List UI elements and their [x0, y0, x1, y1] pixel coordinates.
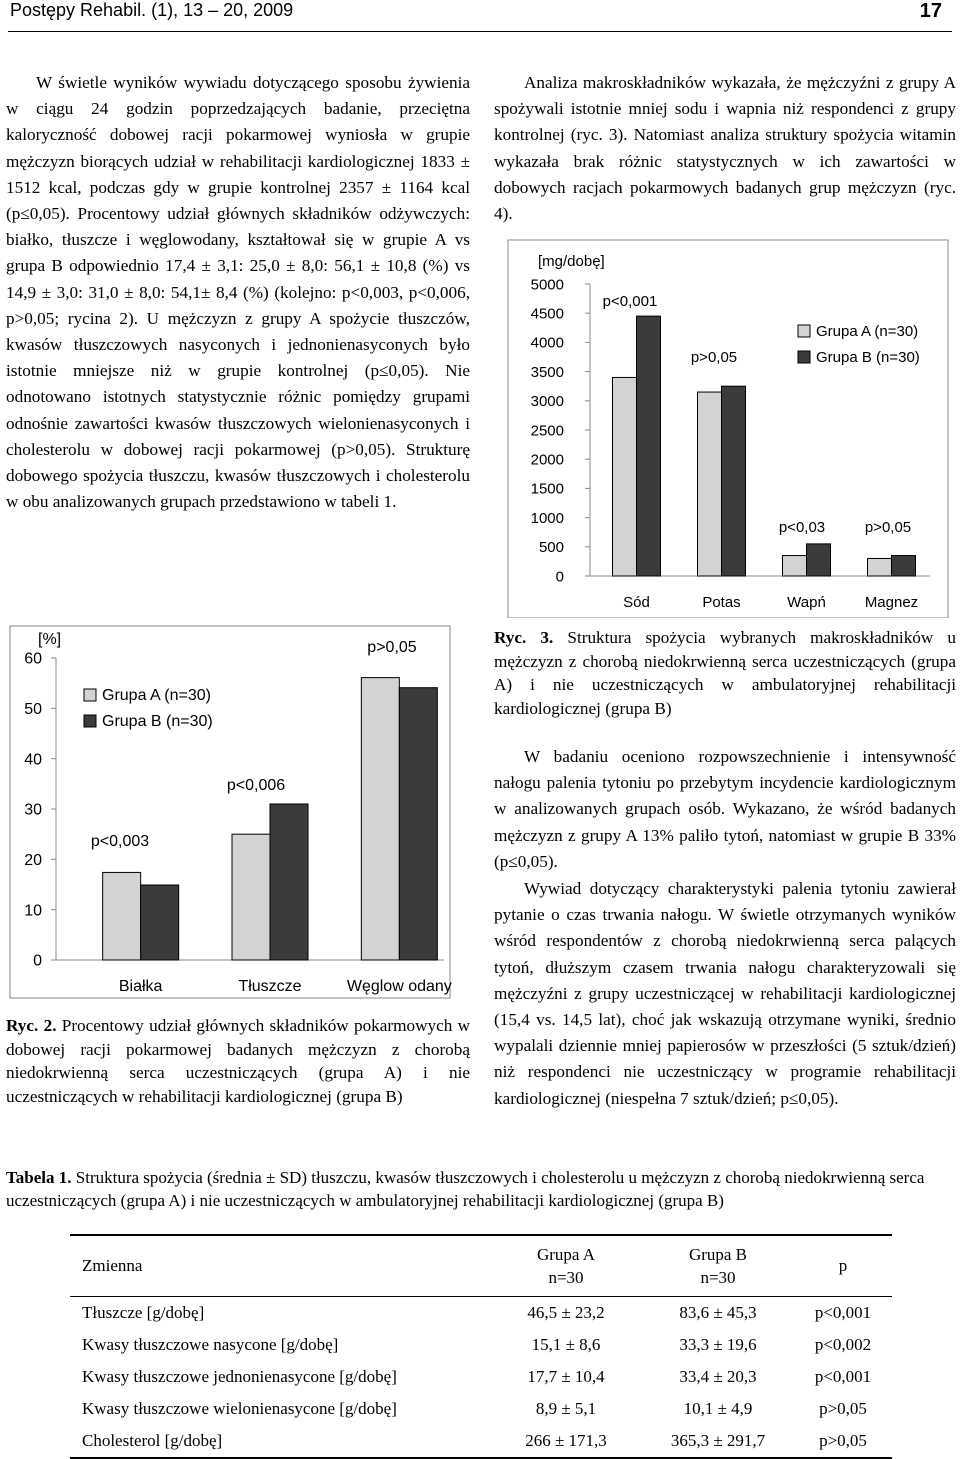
- row-group-b: 10,1 ± 4,9: [683, 1398, 753, 1418]
- y-axis-label: [mg/dobę]: [538, 253, 605, 270]
- y-tick-label: 40: [24, 751, 42, 769]
- y-tick-label: 2000: [530, 451, 564, 469]
- y-tick-label: 20: [24, 851, 42, 869]
- row-group-b: 33,3 ± 19,6: [679, 1334, 757, 1354]
- right-paragraph-3: Wywiad dotyczący charakterystyki palenia tytoniu zawierał pytanie o czas trwania nałogu. W świetle otrzymanych wyników wśród respondentów z chorobą niedokrwienną serca palących tytoń, dłuższym czasem trwania nałogu charakteryzowali się mężczyźni z grupy uczestniczącej w rehabilitacji kardiologicznej (15,4 vs. 14,5 lat), choć jak wskazują otrzymane wyniki, średnio wypalali dziennie mniej papierosów w przeszłości (5 sztuk/dzień) niż respondenci nie uczestniczący w programie rehabilitacji kardiologicznej (niespełna 7 sztuk/dzień; p≤0,05).: [494, 879, 956, 1108]
- figure-2-chart: [0, 622, 480, 1000]
- row-group-a: 8,9 ± 5,1: [535, 1398, 597, 1418]
- figure-3-caption-text: Struktura spożycia wybranych makroskładników u mężczyzn z chorobą niedokrwienną serca uczestniczących (grupa A) i nie uczestniczących w ambulatoryjnej rehabilitacji kardiologicznej (grupa B): [494, 628, 956, 718]
- right-paragraph-1: Analiza makroskładników wykazała, że mężczyźni z grupy A spożywali istotnie mniej sodu i wapnia niż respondenci z grupy kontrolnej (ryc. 3). Natomiast analiza struktury spożycia witamin wykazała brak różnic statystycznych w ich zawartości w dobowych racjach pokarmowych badanych grup mężczyzn (ryc. 4).: [494, 73, 956, 224]
- x-tick-label: Sód: [623, 594, 650, 611]
- row-group-b: 33,4 ± 20,3: [679, 1366, 757, 1386]
- bar-group-a: [232, 834, 270, 960]
- figure-3-svg: [490, 238, 960, 618]
- table-row: [70, 1361, 892, 1393]
- y-tick-label: 2500: [530, 422, 564, 440]
- table-1-caption: [6, 1166, 956, 1212]
- bar-group-b: [807, 544, 831, 576]
- figure-3-caption: [494, 626, 956, 720]
- y-tick-label: 3500: [530, 363, 564, 381]
- table-1-body: [70, 1297, 892, 1458]
- row-p: p<0,002: [814, 1334, 872, 1354]
- y-tick-label: 0: [33, 952, 42, 970]
- row-variable: Tłuszcze [g/dobę]: [82, 1302, 205, 1322]
- row-p: p>0,05: [794, 1425, 892, 1458]
- bar-group-b: [722, 386, 746, 576]
- y-axis-label: [%]: [38, 631, 62, 648]
- legend-swatch-group-a: [84, 689, 96, 701]
- y-tick-label: 50: [24, 700, 42, 718]
- header-rule: [8, 31, 952, 32]
- figure-2-caption: [6, 1014, 470, 1108]
- row-p: p>0,05: [819, 1398, 867, 1418]
- row-variable: Kwasy tłuszczowe jednonienasycone [g/dobę]: [82, 1366, 397, 1386]
- table-row: [70, 1425, 892, 1458]
- bar-group-b: [892, 556, 916, 576]
- bar-group-a: [613, 377, 637, 576]
- x-tick-label: Białka: [118, 978, 163, 995]
- row-variable: Kwasy tłuszczowe nasycone [g/dobę]: [82, 1334, 339, 1354]
- significance-label: p>0,05: [367, 639, 417, 656]
- x-tick-label: Potas: [702, 594, 741, 611]
- header-group-b: [642, 1236, 794, 1296]
- row-group-a: 15,1 ± 8,6: [531, 1334, 601, 1354]
- legend-label-group-b: Grupa B (n=30): [816, 349, 920, 366]
- y-tick-label: 4000: [530, 334, 564, 352]
- y-tick-label: 30: [24, 801, 42, 819]
- row-group-b: 365,3 ± 291,7: [642, 1425, 794, 1458]
- y-tick-label: 4500: [530, 305, 564, 323]
- table-1-grid: [70, 1236, 892, 1459]
- bar-group-a: [103, 872, 141, 960]
- y-tick-label: 1500: [530, 480, 564, 498]
- page-number: 17: [919, 0, 942, 22]
- row-group-a: 46,5 ± 23,2: [527, 1302, 605, 1322]
- journal-header: Postępy Rehabil. (1), 13 – 20, 2009: [10, 0, 294, 20]
- row-variable: Cholesterol [g/dobę]: [70, 1425, 490, 1458]
- right-paragraph-2: W badaniu oceniono rozpowszechnienie i intensywność nałogu palenia tytoniu po przebytym incydencie kardiologicznym w analizowanych grupach osób. Wykazano, że wśród badanych mężczyzn z grupy A 13% paliło tytoń, natomiast w grupie B 33% (p≤0,05).: [494, 747, 956, 871]
- table-row: [70, 1393, 892, 1425]
- header-group-a: [490, 1236, 642, 1296]
- y-tick-label: 0: [555, 568, 564, 586]
- y-tick-label: 3000: [530, 393, 564, 411]
- row-group-b: 83,6 ± 45,3: [679, 1302, 757, 1322]
- bar-group-a: [361, 678, 399, 960]
- significance-label: p<0,03: [778, 519, 826, 536]
- table-1-caption-label: Tabela 1.: [6, 1168, 72, 1187]
- row-group-a: 266 ± 171,3: [490, 1425, 642, 1458]
- table-1-caption-text: Struktura spożycia (średnia ± SD) tłuszczu, kwasów tłuszczowych i cholesterolu u mężczyzn z chorobą niedokrwienną serca uczestniczących (grupa A) i nie uczestniczących w ambulatoryjnej rehabilitacji kardiologicznej (grupa B): [6, 1168, 925, 1210]
- figure-2-caption-label: Ryc. 2.: [6, 1016, 57, 1035]
- left-paragraph: W świetle wyników wywiadu dotyczącego sposobu żywienia w ciągu 24 godzin poprzedzających badanie, przeciętna kaloryczność dobowej racji pokarmowej wyniosła w grupie mężczyzn biorących udział w rehabilitacji kardiologicznej 1833 ± 1512 kcal, podczas gdy w grupie kontrolnej 2357 ± 1164 kcal (p≤0,05). Procentowy udział głównych składników odżywczych: białko, tłuszcze i węglowodany, kształtował się w grupie A vs grupa B odpowiednio 17,4 ± 3,1: 25,0 ± 8,0: 56,1 ± 10,8 (%) vs 14,9 ± 3,0: 31,0 ± 8,0: 54,1± 8,4 (%) (kolejno: p<0,003, p<0,006, p>0,05; rycina 2). U mężczyzn z grupy A spożycie tłuszczów, kwasów tłuszczowych nasyconych i jednonienasyconych było istotnie mniejsze niż w grupie kontrolnej (p≤0,05). Nie odnotowano istotnych statystycznie różnic pomiędzy grupami odnośnie zawartości kwasów tłuszczowych wielonienasyconych i cholesterolu w dobowej racji pokarmowej (p>0,05). Strukturę dobowego spożycia tłuszczu, kwasów tłuszczowych i cholesterolu w obu analizowanych grupach przedstawiono w tabeli 1.: [6, 73, 470, 512]
- legend-swatch-group-b: [84, 715, 96, 727]
- row-p: p<0,001: [814, 1366, 872, 1386]
- x-tick-label: Wapń: [787, 594, 826, 611]
- significance-label: p>0,05: [690, 349, 738, 366]
- row-p: p<0,001: [814, 1302, 872, 1322]
- x-tick-label: Magnez: [864, 594, 919, 611]
- bar-group-b: [270, 804, 308, 960]
- header-variable: Zmienna: [82, 1255, 143, 1275]
- y-tick-label: 10: [24, 902, 42, 920]
- significance-label: p<0,006: [226, 777, 286, 794]
- y-tick-label: 5000: [530, 276, 564, 294]
- bar-group-b: [141, 885, 179, 960]
- table-header-row: [70, 1236, 892, 1296]
- figure-2-caption-text: Procentowy udział głównych składników pokarmowych w dobowej racji pokarmowej badanych mężczyzn z chorobą niedokrwienną serca uczestniczących (grupa A) i nie uczestniczących w rehabilitacji kardiologicznej (grupa B): [6, 1016, 471, 1106]
- y-tick-label: 60: [24, 650, 42, 668]
- figure-3-chart: [490, 238, 960, 618]
- bar-group-a: [783, 556, 807, 576]
- row-group-a: 17,7 ± 10,4: [527, 1366, 605, 1386]
- significance-label: p>0,05: [864, 519, 912, 536]
- legend-swatch-group-b: [798, 351, 810, 363]
- legend-label-group-a: Grupa A (n=30): [816, 323, 919, 340]
- x-tick-label: Tłuszcze: [238, 978, 302, 995]
- bar-group-a: [868, 558, 892, 576]
- figure-3-caption-label: Ryc. 3.: [494, 628, 554, 647]
- header-group-b-line2: n=30: [700, 1267, 736, 1287]
- header-group-a-line2: n=30: [548, 1267, 584, 1287]
- legend-label-group-b: Grupa B (n=30): [102, 713, 213, 730]
- table-row: [70, 1329, 892, 1361]
- y-tick-label: 1000: [530, 509, 564, 527]
- legend-label-group-a: Grupa A (n=30): [102, 687, 211, 704]
- significance-label: p<0,001: [602, 293, 658, 310]
- figure-2-svg: [0, 622, 480, 1000]
- bar-group-a: [698, 392, 722, 576]
- x-tick-label: Węglow odany: [346, 978, 452, 995]
- legend-swatch-group-a: [798, 325, 810, 337]
- bar-group-b: [399, 688, 437, 960]
- header-group-a-line1: Grupa A: [536, 1244, 596, 1264]
- y-tick-label: 500: [538, 539, 564, 557]
- header-group-b-line1: Grupa B: [688, 1244, 748, 1264]
- header-p: p: [838, 1255, 848, 1275]
- bar-group-b: [637, 316, 661, 576]
- row-variable: Kwasy tłuszczowe wielonienasycone [g/dobę]: [82, 1398, 397, 1418]
- significance-label: p<0,003: [90, 833, 150, 850]
- table-1: [70, 1234, 892, 1459]
- table-row: [70, 1297, 892, 1329]
